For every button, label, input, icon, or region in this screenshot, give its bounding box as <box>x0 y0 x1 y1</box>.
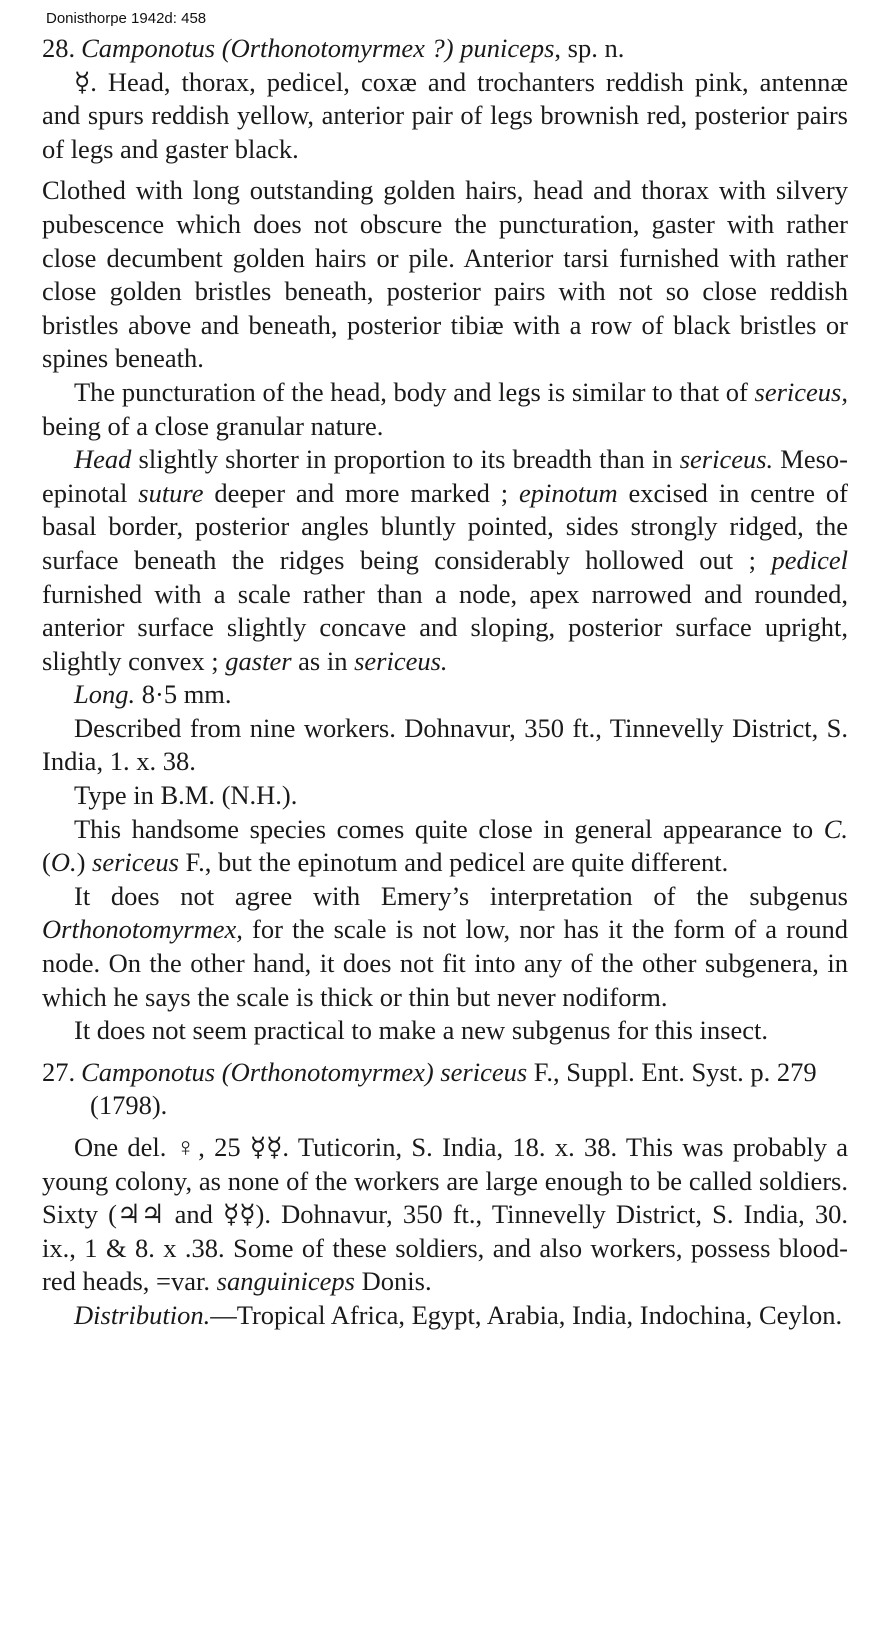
head-text-2: Meso-epinotal <box>42 444 849 508</box>
handsome-text-2: ( <box>42 847 51 878</box>
species-27-genus: Camponotus <box>81 1056 216 1087</box>
head-text-1: slightly shorter in proportion to its breadth than in <box>131 444 680 475</box>
handsome-text-1: This handsome species comes quite close in general appearance to <box>74 813 824 844</box>
species-28-heading: 28. Camponotus (Orthonotomyrmex ?) puniceps, sp. n. <box>42 33 625 63</box>
emery-text-2: for the scale is not low, nor has it the form of a round node. On the other hand, it does not fit into any of the other subgenera, in which he says the scale is thick or thin but never nodiform. <box>42 914 848 1012</box>
emery-subgenus: Orthonotomyrmex, <box>42 914 243 945</box>
long-label: Long. <box>74 679 136 710</box>
species-28-described-paragraph: Described from nine workers. Dohnavur, 350 ft., Tinnevelly District, S. India, 1. x. 38. <box>42 712 848 777</box>
species-28-type-paragraph: Type in B.M. (N.H.). <box>74 780 298 811</box>
material-text-1: One del. ♀, 25 ☿☿. Tuticorin, S. India, 18. x. 38. This was probably a young colony, as none of the workers are large enough to be called soldiers. Sixty (♃♃ and ☿☿). Dohnavur, 350 ft., Tinnevelly District, S. India, 30. ix., 1 & 8. x .38. Some of these soldiers, and also workers, possess blood-red heads, =var. <box>42 1132 848 1297</box>
species-28-head-paragraph <box>42 443 848 678</box>
handsome-genus: C. <box>823 813 848 844</box>
head-text-6: as in <box>291 645 355 676</box>
handsome-text-4: F., but the epinotum and pedicel are quite different. <box>178 847 729 878</box>
species-27-heading <box>42 1056 848 1123</box>
head-pedicel: pedicel <box>771 544 848 575</box>
species-28-species: puniceps <box>460 33 555 63</box>
citation-label: Donisthorpe 1942d: 458 <box>46 10 207 27</box>
species-27-subgenus: (Orthonotomyrmex) <box>221 1056 434 1087</box>
head-sericeus-2: sericeus. <box>354 645 448 676</box>
species-28-section <box>42 32 848 1333</box>
head-text-4: excised in centre of basal border, posterior angles bluntly pointed, sides strongly ridged, the surface beneath the ridges being considerably hollowed out ; <box>42 477 848 575</box>
species-28-subgenus: (Orthonotomyrmex ?) <box>221 33 454 63</box>
head-label: Head <box>74 444 132 475</box>
head-epinotum: epinotum <box>518 477 618 508</box>
head-gaster: gaster <box>225 645 292 676</box>
species-28-number: 28. <box>42 33 76 63</box>
species-27-species: sericeus <box>440 1056 528 1087</box>
handsome-subgenus: O. <box>50 847 77 878</box>
handsome-species: sericeus <box>92 847 179 878</box>
distribution-label: Distribution. <box>74 1299 211 1330</box>
species-27-author: F., Suppl. Ent. Syst. p. 279 (1798). <box>90 1056 817 1121</box>
punct-text-2: being of a close granular nature. <box>42 410 384 441</box>
head-sericeus-1: sericeus. <box>679 444 774 475</box>
handsome-text-3: ) <box>76 847 93 878</box>
species-28-emery-paragraph <box>42 880 848 1014</box>
distribution-text: —Tropical Africa, Egypt, Arabia, India, Indochina, Ceylon. <box>210 1299 843 1330</box>
punct-text-1: The puncturation of the head, body and legs is similar to that of <box>74 376 755 407</box>
species-27-material-paragraph <box>42 1131 848 1299</box>
emery-text-1: It does not agree with Emery’s interpretation of the subgenus <box>74 880 848 911</box>
species-28-status: sp. n. <box>567 33 625 63</box>
species-28-genus: Camponotus <box>81 33 216 63</box>
species-27-distribution-paragraph <box>42 1299 848 1333</box>
species-28-color-paragraph: ☿. Head, thorax, pedicel, coxæ and trochanters reddish pink, antennæ and spurs reddish yellow, anterior pair of legs brownish red, posterior pairs of legs and gaster black. <box>42 66 848 164</box>
head-suture: suture <box>138 477 204 508</box>
species-28-hairs-paragraph: Clothed with long outstanding golden hairs, head and thorax with silvery pubescence which does not obscure the puncturation, gaster with rather close decumbent golden hairs or pile. Anterior tarsi furnished with rather close golden bristles beneath, posterior pairs with not so close reddish bristles above and beneath, posterior tibiæ with a row of black bristles or spines beneath. <box>42 175 848 374</box>
species-28-practical-paragraph: It does not seem practical to make a new subgenus for this insect. <box>74 1015 768 1046</box>
head-text-3: deeper and more marked ; <box>203 477 519 508</box>
species-28-handsome-paragraph <box>42 813 848 880</box>
species-28-puncturation-paragraph <box>42 376 848 443</box>
long-value: 8·5 mm. <box>135 679 232 710</box>
head-text-5: furnished with a scale rather than a node, apex narrowed and rounded, anterior surface slightly concave and sloping, posterior surface upright, slightly convex ; <box>42 578 848 676</box>
species-28-length-paragraph <box>42 678 848 712</box>
punct-sericeus: sericeus, <box>754 376 848 407</box>
species-27-number: 27. <box>42 1056 76 1087</box>
material-variety: sanguiniceps <box>216 1266 355 1297</box>
material-text-2: Donis. <box>355 1266 432 1297</box>
